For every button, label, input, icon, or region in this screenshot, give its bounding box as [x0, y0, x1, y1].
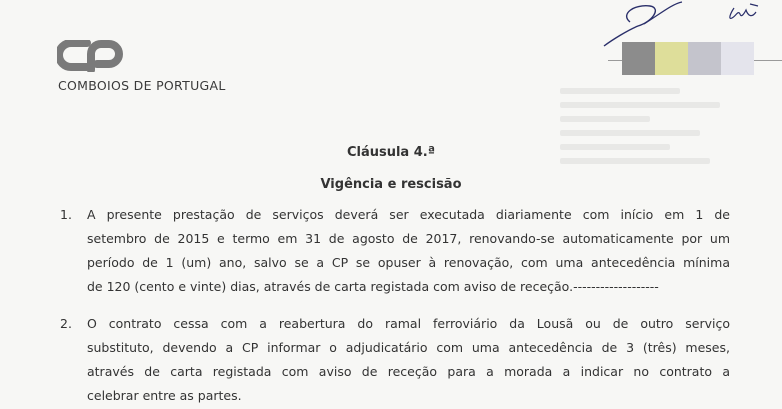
- clause-number: 1.: [60, 207, 72, 222]
- clause-line: setembro de 2015 e termo em 31 de agosto de 2017, renovando-se automaticamente por um: [87, 231, 730, 246]
- clause-number: 2.: [60, 316, 72, 331]
- clause-line: celebrar entre as partes.: [87, 388, 242, 403]
- clause-item: [60, 203, 730, 299]
- color-swatches: [622, 42, 754, 75]
- clause-item: [60, 312, 730, 408]
- clause-line: A presente prestação de serviços deverá ser executada diariamente com início em 1 de: [87, 207, 730, 222]
- clause-subtitle: Vigência e rescisão: [320, 177, 462, 192]
- clause-line: substituto, devendo a CP informar o adjudicatário com uma antecedência de 3 (três) meses,: [87, 340, 730, 355]
- clause-title: Cláusula 4.ª: [346, 145, 436, 160]
- swatch: [622, 42, 655, 75]
- company-name: COMBOIOS DE PORTUGAL: [58, 78, 226, 93]
- swatch: [655, 42, 688, 75]
- clause-line: O contrato cessa com a reabertura do ramal ferroviário da Lousã ou de outro serviço: [87, 316, 730, 331]
- swatch: [688, 42, 721, 75]
- clause-line: período de 1 (um) ano, salvo se a CP se opuser à renovação, com uma antecedência mínima: [87, 255, 730, 270]
- swatch: [721, 42, 754, 75]
- clause-line: de 120 (cento e vinte) dias, através de carta registada com aviso de receção.-------------------: [87, 279, 659, 294]
- cp-logo-icon: [57, 40, 123, 72]
- clause-line: através de carta registada com aviso de receção para a morada a indicar no contrato a: [87, 364, 730, 379]
